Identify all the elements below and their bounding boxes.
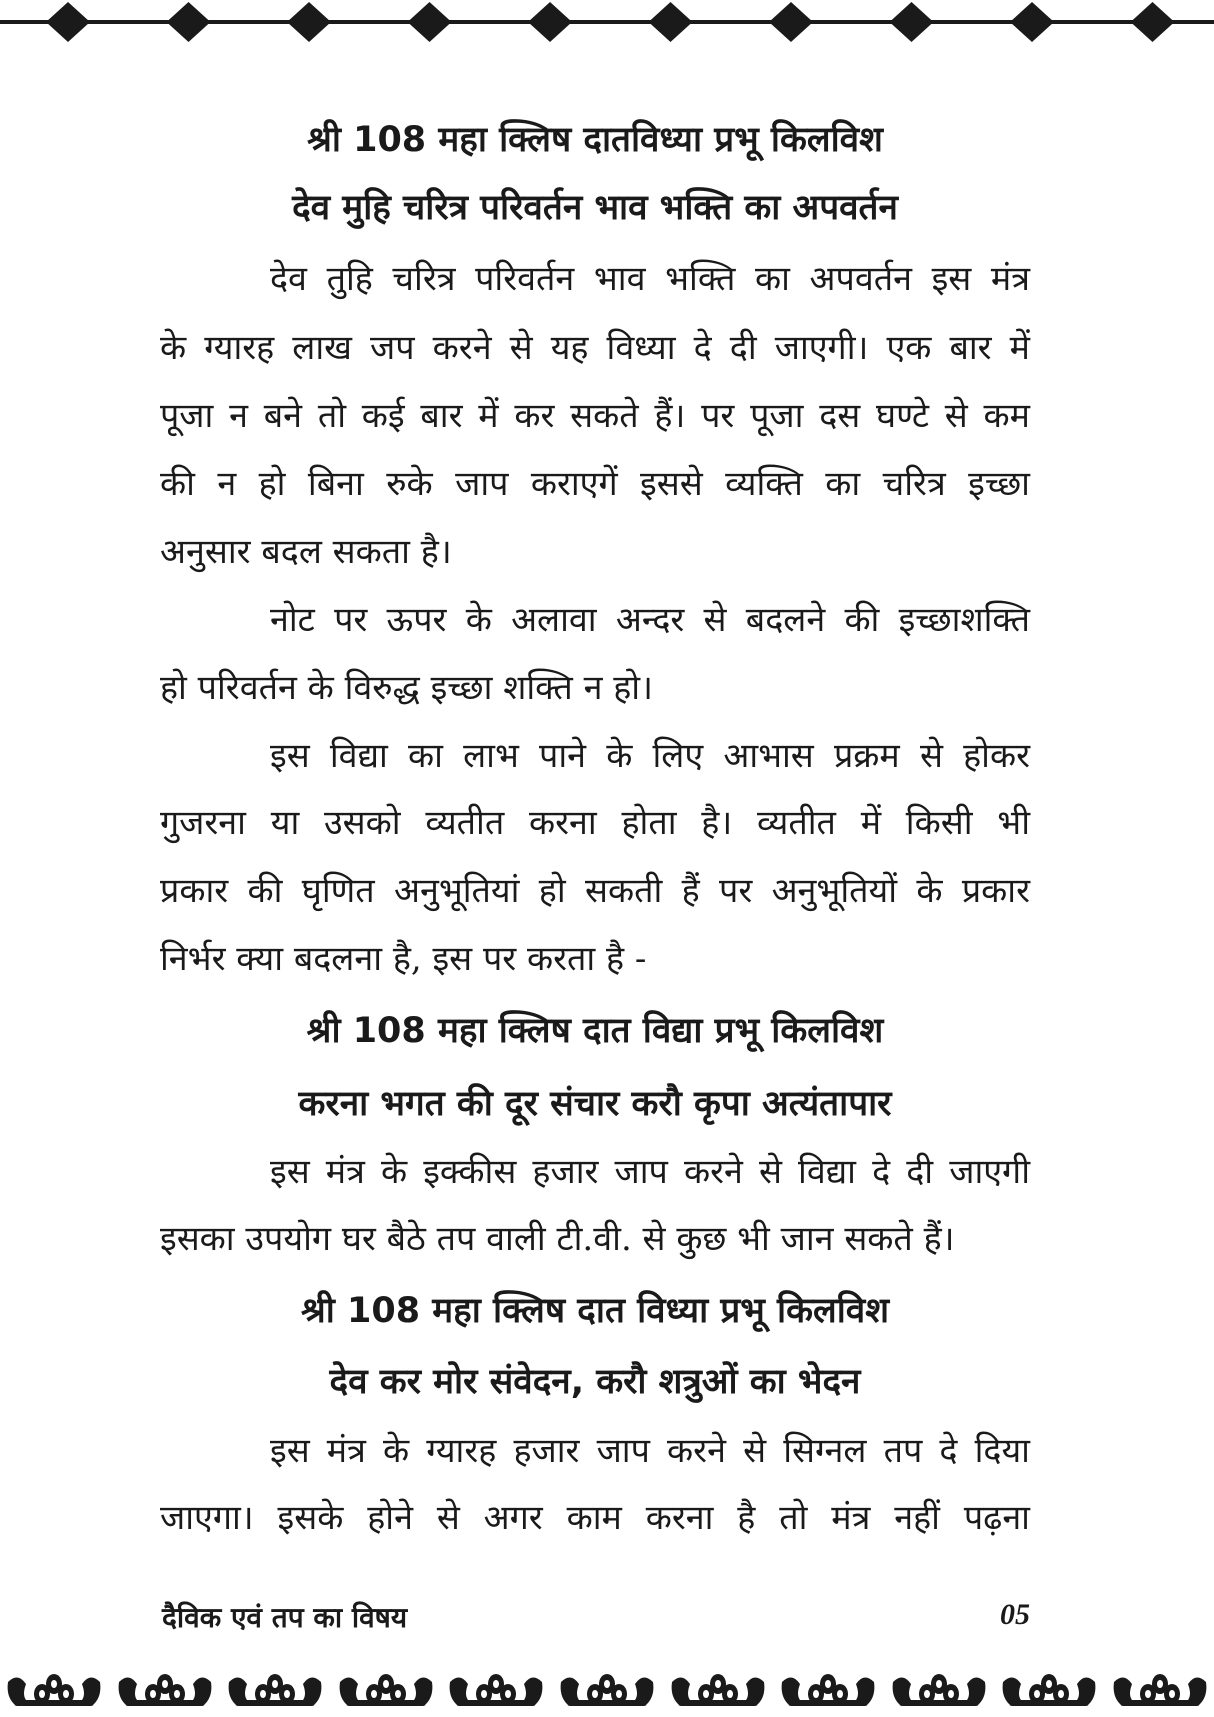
mantra-heading-2b: करना भगत की दूर संचार करौ कृपा अत्यंतापार bbox=[298, 1084, 892, 1124]
diamond-ornament bbox=[408, 2, 452, 42]
floral-ornament bbox=[778, 1670, 878, 1710]
diamond-ornament bbox=[649, 2, 693, 42]
floral-ornament bbox=[225, 1670, 325, 1710]
diamond-ornament bbox=[528, 2, 572, 42]
paragraph-line: हो परिवर्तन के विरुद्ध इच्छा शक्ति न हो। bbox=[160, 668, 654, 708]
floral-ornament bbox=[557, 1670, 657, 1710]
paragraph-line: इस विद्या का लाभ पाने के लिए आभास प्रक्रम से होकर bbox=[270, 736, 1030, 776]
floral-ornament bbox=[115, 1670, 215, 1710]
paragraph-line: इस मंत्र के इक्कीस हजार जाप करने से विद्या दे दी जाएगी bbox=[270, 1152, 1030, 1192]
floral-ornament bbox=[446, 1670, 546, 1710]
floral-ornament bbox=[889, 1670, 989, 1710]
mantra-heading-1: श्री 108 महा क्लिष दातविध्या प्रभू किलविश bbox=[307, 120, 883, 160]
paragraph-line: गुजरना या उसको व्यतीत करना होता है। व्यतीत में किसी भी bbox=[160, 803, 1030, 843]
paragraph-line: की न हो बिना रुके जाप कराएगें इससे व्यक्ति का चरित्र इच्छा bbox=[160, 464, 1030, 504]
floral-ornament bbox=[1110, 1670, 1210, 1710]
paragraph-line: जाएगा। इसके होने से अगर काम करना है तो मंत्र नहीं पढ़ना bbox=[160, 1498, 1030, 1538]
diamond-ornament bbox=[167, 2, 211, 42]
bottom-ornament-border bbox=[0, 1670, 1214, 1717]
paragraph-line: निर्भर क्या बदलना है, इस पर करता है - bbox=[160, 939, 647, 979]
paragraph-line: इस मंत्र के ग्यारह हजार जाप करने से सिग्नल तप दे दिया bbox=[270, 1431, 1030, 1471]
paragraph-line: देव तुहि चरित्र परिवर्तन भाव भक्ति का अपवर्तन इस मंत्र bbox=[270, 259, 1030, 299]
floral-ornament bbox=[999, 1670, 1099, 1710]
diamond-ornament bbox=[890, 2, 934, 42]
diamond-ornament bbox=[287, 2, 331, 42]
footer-book-title: दैविक एवं तप का विषय bbox=[162, 1601, 408, 1634]
paragraph-line: अनुसार बदल सकता है। bbox=[160, 532, 452, 572]
mantra-heading-2: श्री 108 महा क्लिष दात विद्या प्रभू किलविश bbox=[306, 1011, 884, 1051]
floral-ornament bbox=[336, 1670, 436, 1710]
paragraph-line: नोट पर ऊपर के अलावा अन्दर से बदलने की इच्छाशक्ति bbox=[270, 600, 1030, 640]
diamond-ornament bbox=[46, 2, 90, 42]
floral-ornament bbox=[668, 1670, 768, 1710]
diamond-ornament bbox=[769, 2, 813, 42]
paragraph-line: इसका उपयोग घर बैठे तप वाली टी.वी. से कुछ भी जान सकते हैं। bbox=[160, 1219, 955, 1259]
diamond-ornament bbox=[1131, 2, 1175, 42]
mantra-heading-3: श्री 108 महा क्लिष दात विध्या प्रभू किलविश bbox=[300, 1291, 890, 1331]
mantra-heading-1b: देव मुहि चरित्र परिवर्तन भाव भक्ति का अपवर्तन bbox=[292, 188, 898, 228]
paragraph-line: के ग्यारह लाख जप करने से यह विध्या दे दी जाएगी। एक बार में bbox=[160, 328, 1030, 368]
top-diamond-border bbox=[0, 0, 1214, 46]
page-number: 05 bbox=[1000, 1598, 1030, 1631]
paragraph-line: प्रकार की घृणित अनुभूतियां हो सकती हैं पर अनुभूतियों के प्रकार bbox=[160, 871, 1030, 911]
mantra-heading-3b: देव कर मोर संवेदन, करौ शत्रुओं का भेदन bbox=[329, 1362, 861, 1402]
diamond-ornament bbox=[1010, 2, 1054, 42]
floral-ornament bbox=[4, 1670, 104, 1710]
paragraph-line: पूजा न बने तो कई बार में कर सकते हैं। पर पूजा दस घण्टे से कम bbox=[160, 396, 1030, 436]
